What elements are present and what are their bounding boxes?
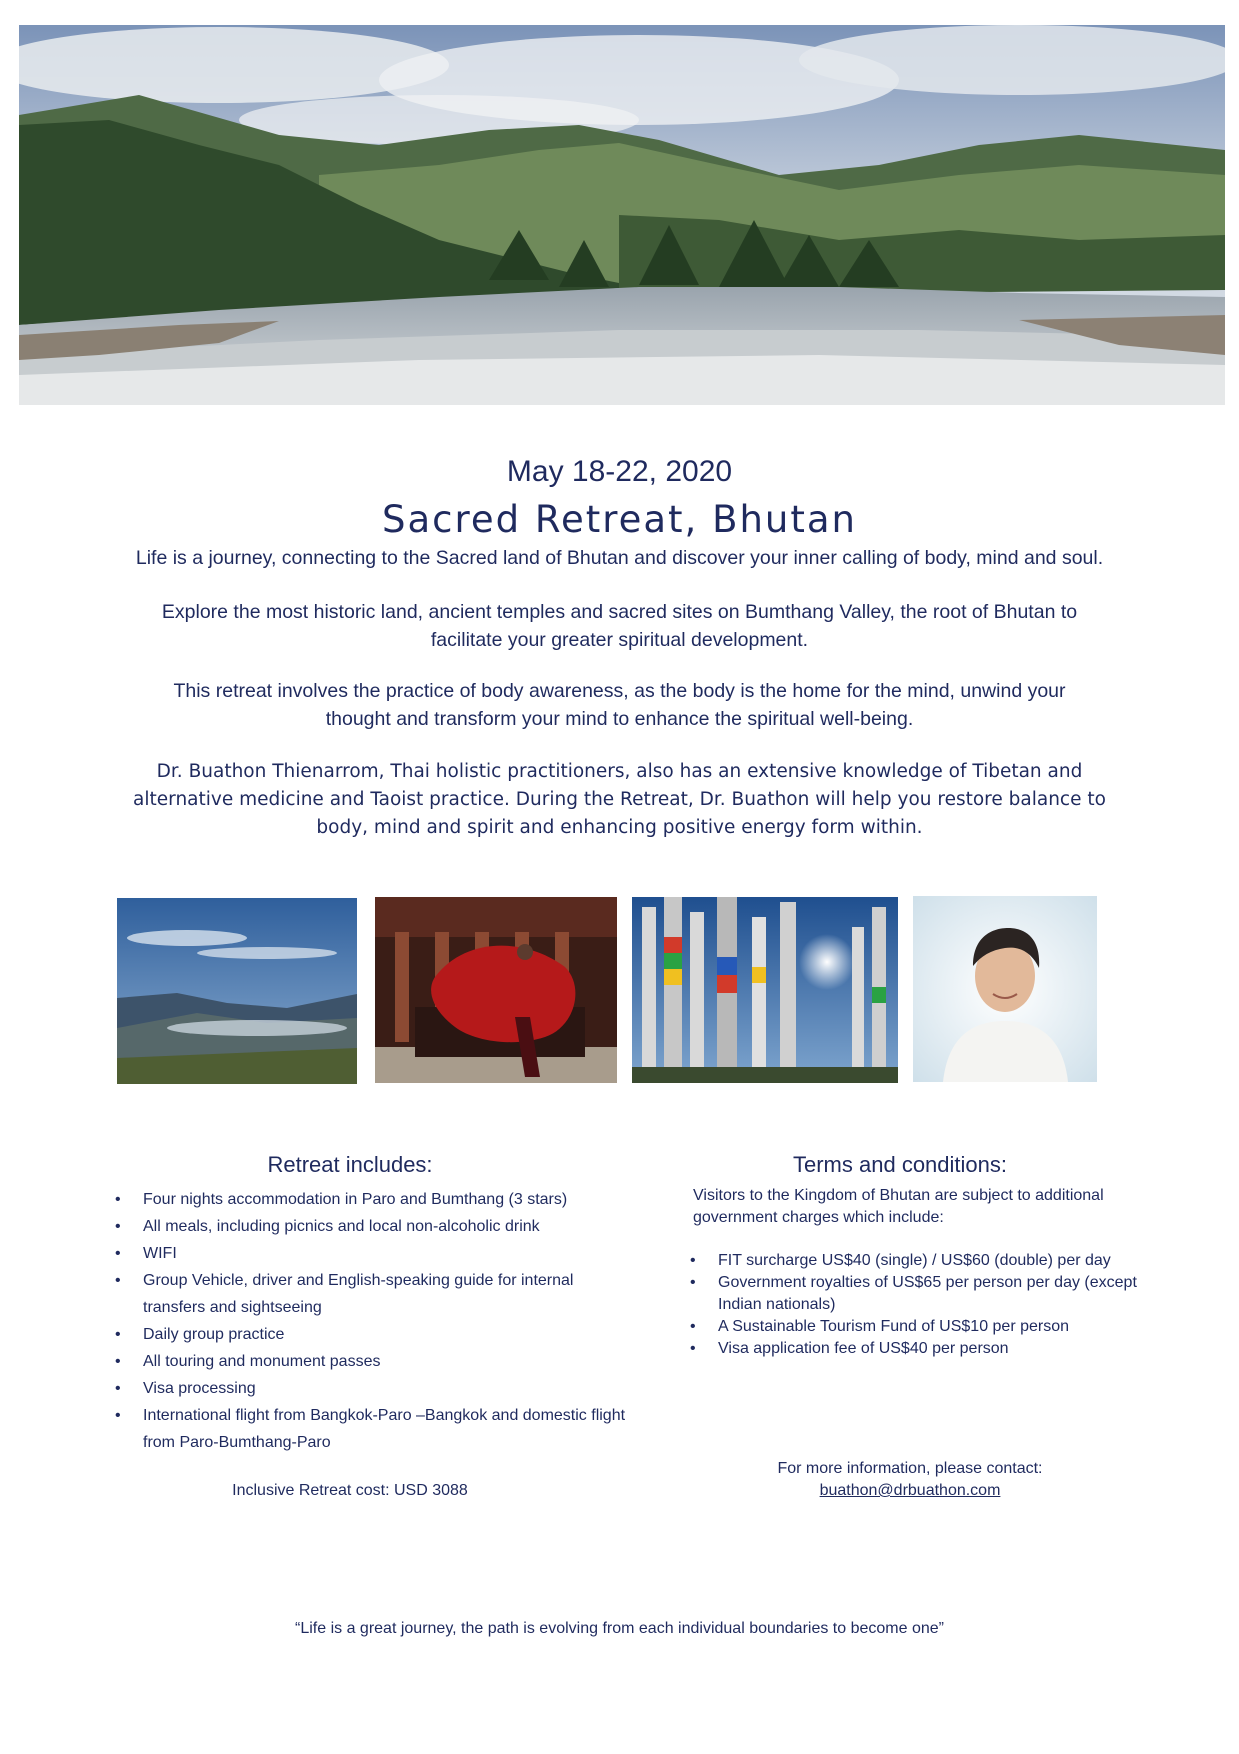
includes-list [115,1186,635,1456]
terms-item: • FIT surcharge US$40 (single) / US$60 (double) per day [690,1250,1160,1272]
intro-paragraph-2-line-2: facilitate your greater spiritual development. [430,628,809,651]
intro-paragraph-2 [100,599,1139,654]
contact-block [740,1458,1080,1502]
terms-item: • Government royalties of US$65 per person per day (except Indian nationals) [690,1272,1160,1316]
hero-landscape-photo [19,25,1225,405]
includes-item: • Group Vehicle, driver and English-speaking guide for internal transfers and sightseeing [115,1267,635,1321]
intro-paragraph-4-line-2: alternative medicine and Taoist practice. During the Retreat, Dr. Buathon will help you restore balance to [133,789,1106,810]
event-title: Sacred Retreat, Bhutan [381,498,857,541]
includes-item: • Four nights accommodation in Paro and Bumthang (3 stars) [115,1186,635,1213]
includes-heading: Retreat includes: [267,1152,433,1177]
contact-email-link[interactable]: buathon@drbuathon.com [819,1482,1001,1499]
practitioner-portrait [913,896,1097,1082]
terms-list [690,1250,1160,1360]
intro-paragraph-4-line-3: body, mind and spirit and enhancing positive energy form within. [316,817,923,838]
intro-paragraph-4-line-1: Dr. Buathon Thienarrom, Thai holistic practitioners, also has an extensive knowledge of Tibetan and [156,761,1083,782]
intro-paragraph-3 [100,678,1139,733]
intro-paragraph-3-line-1: This retreat involves the practice of body awareness, as the body is the home for the mind, unwind your [173,680,1066,702]
includes-item: • Daily group practice [115,1321,635,1348]
terms-item: • Visa application fee of US$40 per person [690,1338,1160,1360]
closing-quote: “Life is a great journey, the path is evolving from each individual boundaries to become one” [295,1620,944,1637]
terms-intro: Visitors to the Kingdom of Bhutan are subject to additional government charges which include: [693,1187,1104,1226]
prayer-flags-photo [632,897,898,1083]
includes-item: • All touring and monument passes [115,1348,635,1375]
event-date: May 18-22, 2020 [506,455,733,488]
valley-photo [117,898,357,1084]
includes-item: • Visa processing [115,1375,635,1402]
intro-paragraph-3-line-2: thought and transform your mind to enhance the spiritual well-being. [325,707,914,730]
intro-paragraph-4 [90,758,1149,842]
contact-label: For more information, please contact: [777,1460,1043,1477]
includes-item: • All meals, including picnics and local non-alcoholic drink [115,1213,635,1240]
retreat-cost: Inclusive Retreat cost: USD 3088 [232,1482,468,1499]
intro-paragraph-2-line-1: Explore the most historic land, ancient temples and sacred sites on Bumthang Valley, the root of Bhutan to [161,601,1078,623]
monk-photo [375,897,617,1083]
terms-item: • A Sustainable Tourism Fund of US$10 per person [690,1316,1160,1338]
includes-item: • WIFI [115,1240,635,1267]
includes-item: • International flight from Bangkok-Paro –Bangkok and domestic flight from Paro-Bumthang-Paro [115,1402,635,1456]
intro-paragraph-1: Life is a journey, connecting to the Sacred land of Bhutan and discover your inner calling of body, mind and soul. [135,547,1104,569]
terms-heading: Terms and conditions: [793,1152,1007,1177]
